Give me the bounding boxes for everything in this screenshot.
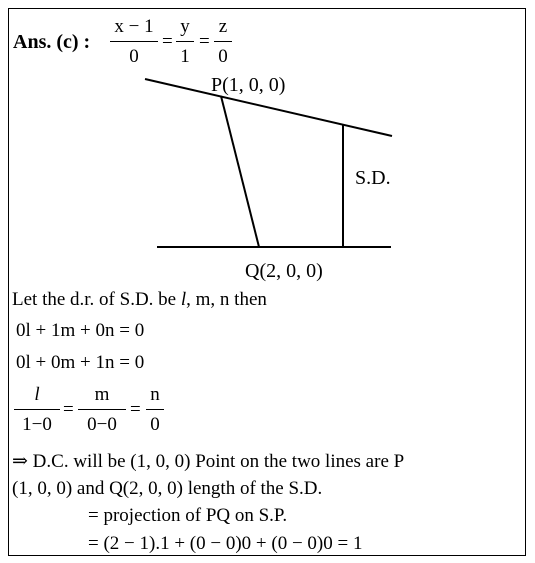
fraction-z-denominator: 0 — [218, 46, 228, 67]
fraction-y-numerator: y — [180, 16, 190, 37]
text-line-dc: ⇒ D.C. will be (1, 0, 0) Point on the two lines are P — [12, 451, 405, 472]
fraction-m: m 0−0 — [78, 384, 126, 436]
equals-sign: = — [162, 31, 173, 52]
fraction-l: l 1−0 — [14, 384, 60, 436]
equals-sign: = — [199, 31, 210, 52]
fraction-n: n 0 — [146, 384, 164, 436]
equals-sign: = — [130, 399, 141, 420]
text-line-dr: Let the d.r. of S.D. be l, m, n then — [12, 289, 267, 310]
fraction-z-numerator: z — [218, 16, 228, 37]
equals-sign: = — [63, 399, 74, 420]
text-line-projection: = projection of PQ on S.P. — [88, 505, 288, 526]
equation-3: 0l + 0m + 1n = 0 — [16, 352, 145, 373]
sd-label: S.D. — [355, 167, 391, 189]
text-line-result: = (2 − 1).1 + (0 − 0)0 + (0 − 0)0 = 1 — [88, 533, 363, 554]
segment-pq — [221, 96, 259, 247]
point-p-label: P(1, 0, 0) — [211, 74, 286, 96]
point-q-label: Q(2, 0, 0) — [245, 260, 323, 282]
fraction-x-denominator: 0 — [129, 46, 139, 67]
equation-2: 0l + 1m + 0n = 0 — [16, 320, 145, 341]
text-line-points: (1, 0, 0) and Q(2, 0, 0) length of the S.D. — [12, 478, 323, 499]
fraction-y-denominator: 1 — [180, 46, 190, 67]
fraction-x-numerator: x − 1 — [114, 16, 154, 37]
answer-label: Ans. (c) : — [13, 31, 91, 53]
